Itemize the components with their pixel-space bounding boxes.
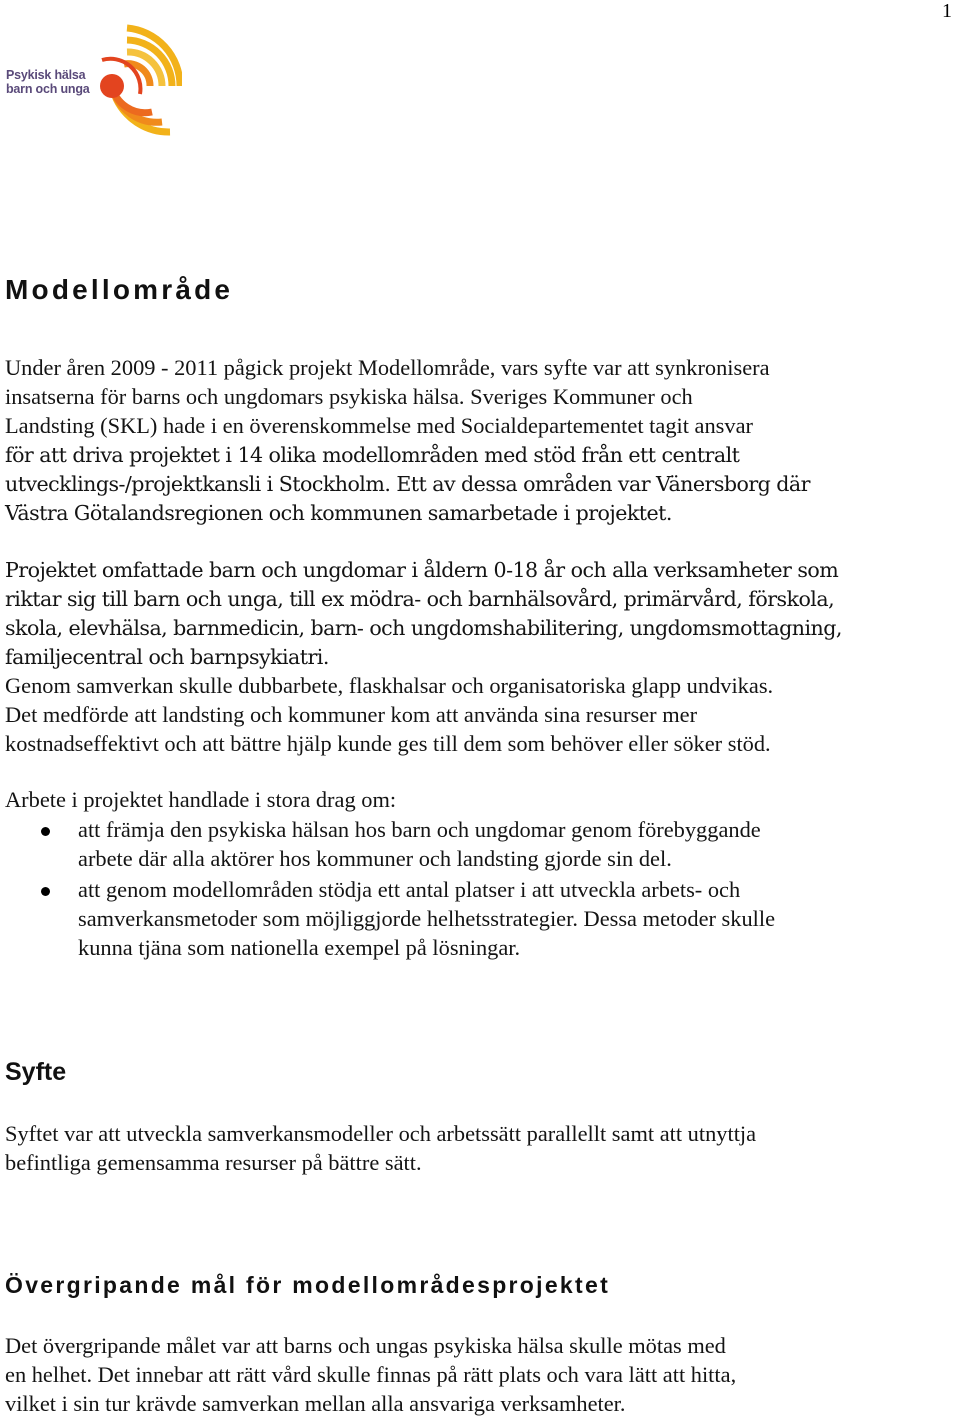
syfte-line: Syftet var att utveckla samverkansmodeller och arbetssätt parallellt samt att utnyttja bbox=[5, 1121, 757, 1146]
bullet-icon bbox=[41, 887, 50, 896]
bullet-line: samverkansmetoder som möjliggjorde helhetsstrategier. Dessa metoder skulle bbox=[78, 905, 776, 931]
scope-line: familjecentral och barnpsykiatri. bbox=[5, 644, 329, 669]
heading-syfte: Syfte bbox=[5, 1058, 67, 1086]
work-bullet-list bbox=[0, 816, 960, 963]
scope-line: riktar sig till barn och unga, till ex mödra- och barnhälsovård, primärvård, förskola, bbox=[5, 586, 835, 611]
cooperation-line: Genom samverkan skulle dubbarbete, flaskhalsar och organisatoriska glapp undvikas. bbox=[5, 673, 774, 698]
paragraph-syfte bbox=[5, 1120, 960, 1178]
scope-line: Projektet omfattade barn och ungdomar i åldern 0-18 år och alla verksamheter som bbox=[5, 558, 839, 582]
bullet-line: att genom modellområden stödja ett antal platser i att utveckla arbets- och bbox=[78, 876, 741, 902]
intro-line: Under åren 2009 - 2011 pågick projekt Modellområde, vars syfte var att synkronisera bbox=[5, 355, 770, 380]
paragraph-scope bbox=[5, 556, 960, 672]
intro-line: utvecklings-/projektkansli i Stockholm. Ett av dessa områden var Vänersborg där bbox=[5, 471, 810, 496]
heading-modellomrade: Modellområde bbox=[5, 274, 234, 305]
list-item bbox=[0, 876, 960, 963]
cooperation-line: Det medförde att landsting och kommuner kom att använda sina resurser mer bbox=[5, 701, 698, 727]
cooperation-line: kostnadseffektivt och att bättre hjälp kunde ges till dem som behöver eller söker stöd. bbox=[5, 730, 771, 756]
paragraph-cooperation bbox=[5, 672, 960, 759]
bullet-icon bbox=[41, 827, 50, 836]
intro-line: insatserna för barns och ungdomars psykiska hälsa. Sveriges Kommuner och bbox=[5, 383, 693, 409]
scope-line: skola, elevhälsa, barnmedicin, barn- och ungdomshabilitering, ungdomsmottagning, bbox=[5, 615, 842, 640]
paragraph-mal bbox=[5, 1332, 960, 1419]
page-number: 1 bbox=[942, 0, 952, 22]
logo-text-line2: barn och unga bbox=[6, 82, 90, 96]
intro-line: för att driva projektet i 14 olika modellområden med stöd från ett centralt bbox=[5, 442, 740, 467]
syfte-line: befintliga gemensamma resurser på bättre sätt. bbox=[5, 1149, 422, 1175]
list-item bbox=[0, 816, 960, 874]
bullet-line: kunna tjäna som nationella exempel på lösningar. bbox=[78, 934, 521, 960]
work-intro-line: Arbete i projektet handlade i stora drag om: bbox=[5, 787, 397, 812]
psykisk-halsa-logo bbox=[2, 20, 182, 145]
heading-overgripande-mal: Övergripande mål för modellområdesprojektet bbox=[5, 1272, 611, 1298]
mal-line: Det övergripande målet var att barns och ungas psykiska hälsa skulle mötas med bbox=[5, 1333, 726, 1358]
bullet-line: att främja den psykiska hälsan hos barn och ungdomar genom förebyggande bbox=[78, 817, 761, 842]
paragraph-work-intro bbox=[5, 786, 960, 815]
mal-line: en helhet. Det innebar att rätt vård skulle finnas på rätt plats och vara lätt att hitta, bbox=[5, 1361, 737, 1387]
intro-line: Västra Götalandsregionen och kommunen samarbetade i projektet. bbox=[5, 500, 672, 525]
mal-line: vilket i sin tur krävde samverkan mellan alla ansvariga verksamheter. bbox=[5, 1390, 626, 1416]
logo-text-line1: Psykisk hälsa bbox=[6, 68, 86, 82]
paragraph-intro bbox=[5, 354, 960, 527]
bullet-line: arbete där alla aktörer hos kommuner och landsting gjorde sin del. bbox=[78, 845, 672, 871]
intro-line: Landsting (SKL) hade i en överenskommelse med Socialdepartementet tagit ansvar bbox=[5, 412, 753, 438]
